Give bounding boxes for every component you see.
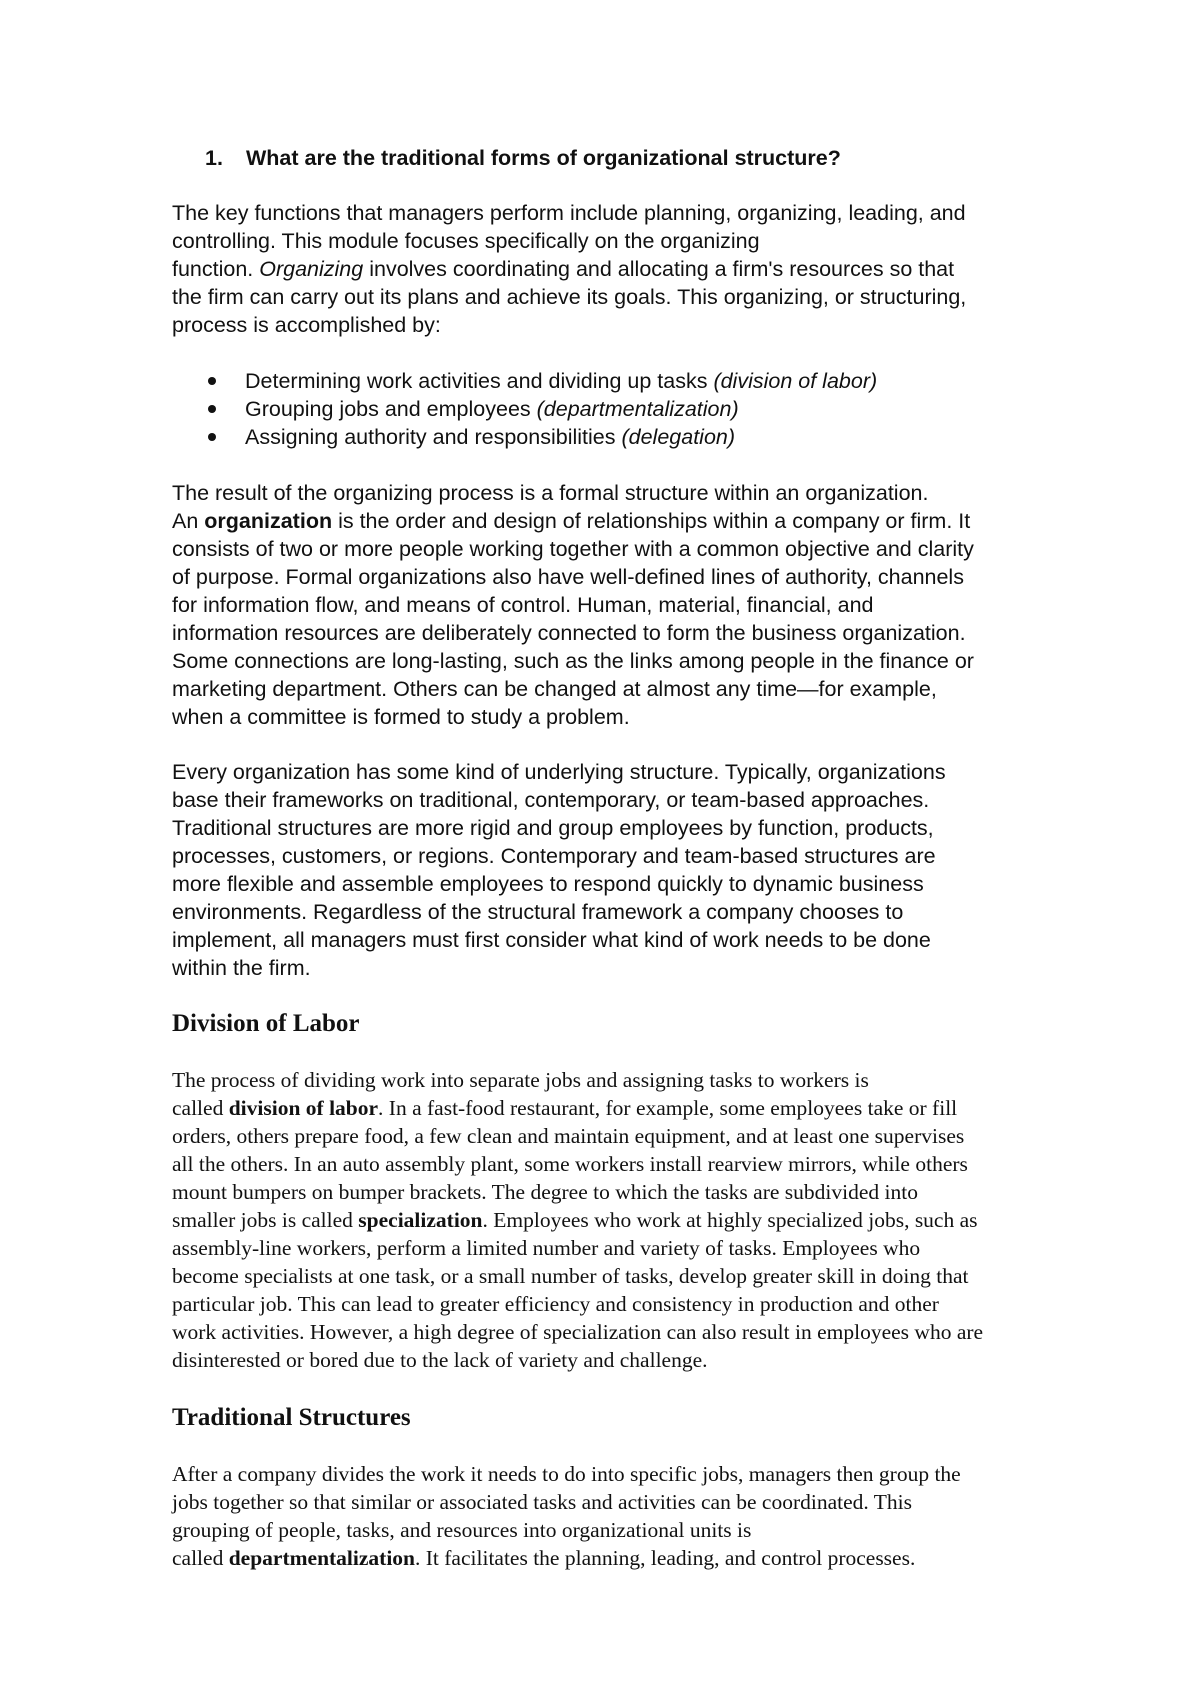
organizing-process-list [200, 367, 877, 451]
text-line: base their frameworks on traditional, contemporary, or team-based approaches. [172, 788, 930, 812]
text-line: information resources are deliberately connected to form the business organization. [172, 621, 966, 645]
text-line: mount bumpers on bumper brackets. The degree to which the tasks are subdivided into [172, 1180, 918, 1204]
text-line: within the firm. [172, 956, 311, 980]
division-of-labor-heading: Division of Labor [172, 1010, 360, 1037]
list-item [200, 367, 877, 395]
list-item-term: (delegation) [621, 425, 736, 449]
structure-paragraph [172, 758, 1102, 982]
text-line [172, 1094, 1102, 1122]
list-item-text: Assigning authority and responsibilities [245, 425, 622, 449]
text-run: called [172, 1096, 229, 1120]
text-line: process is accomplished by: [172, 313, 441, 337]
text-line: the firm can carry out its plans and achieve its goals. This organizing, or structuring, [172, 285, 967, 309]
text-line: The process of dividing work into separate jobs and assigning tasks to workers is [172, 1068, 869, 1092]
text-line: orders, others prepare food, a few clean and maintain equipment, and at least one supervises [172, 1124, 965, 1148]
text-line [172, 255, 1102, 283]
question-heading [205, 144, 841, 172]
text-run: . It facilitates the planning, leading, and control processes. [415, 1546, 916, 1570]
text-line: Every organization has some kind of underlying structure. Typically, organizations [172, 760, 946, 784]
text-line: Traditional structures are more rigid and group employees by function, products, [172, 816, 934, 840]
list-item [200, 395, 877, 423]
text-run: . Employees who work at highly specialized jobs, such as [482, 1208, 978, 1232]
intro-paragraph [172, 199, 1102, 339]
list-item [200, 423, 877, 451]
list-item-text: Determining work activities and dividing up tasks [245, 369, 714, 393]
bullet-icon [208, 377, 216, 385]
text-run: is the order and design of relationships within a company or firm. It [332, 509, 971, 533]
emphasis-organizing: Organizing [259, 257, 364, 281]
text-run: called [172, 1546, 229, 1570]
text-line: The key functions that managers perform include planning, organizing, leading, and [172, 201, 966, 225]
term-departmentalization: departmentalization [228, 1546, 416, 1570]
text-line: implement, all managers must first consider what kind of work needs to be done [172, 928, 931, 952]
bullet-icon [208, 405, 216, 413]
text-line: processes, customers, or regions. Contemporary and team-based structures are [172, 844, 936, 868]
term-organization: organization [204, 509, 333, 533]
text-run: . In a fast-food restaurant, for example, some employees take or fill [378, 1096, 958, 1120]
text-run: smaller jobs is called [172, 1208, 359, 1232]
text-line: for information flow, and means of control. Human, material, financial, and [172, 593, 874, 617]
result-paragraph [172, 479, 1102, 731]
list-item-term: (division of labor) [713, 369, 878, 393]
text-line: After a company divides the work it needs to do into specific jobs, managers then group the [172, 1462, 961, 1486]
term-division-of-labor: division of labor [228, 1096, 379, 1120]
text-line [172, 1206, 1102, 1234]
text-line [172, 507, 1102, 535]
list-item-text: Grouping jobs and employees [245, 397, 537, 421]
text-line: particular job. This can lead to greater efficiency and consistency in production and other [172, 1292, 939, 1316]
text-line: marketing department. Others can be changed at almost any time—for example, [172, 677, 937, 701]
text-line: assembly-line workers, perform a limited number and variety of tasks. Employees who [172, 1236, 921, 1260]
text-line: The result of the organizing process is a formal structure within an organization. [172, 481, 929, 505]
text-line: when a committee is formed to study a problem. [172, 705, 630, 729]
text-line: controlling. This module focuses specifically on the organizing [172, 229, 760, 253]
division-paragraph [172, 1066, 1102, 1374]
text-line: consists of two or more people working together with a common objective and clarity [172, 537, 974, 561]
question-number: 1. [205, 146, 223, 170]
term-specialization: specialization [358, 1208, 483, 1232]
bullet-icon [208, 433, 216, 441]
text-run: involves coordinating and allocating a firm's resources so that [363, 257, 955, 281]
text-line: more flexible and assemble employees to respond quickly to dynamic business [172, 872, 924, 896]
traditional-structures-heading: Traditional Structures [172, 1404, 411, 1431]
text-line: Some connections are long-lasting, such as the links among people in the finance or [172, 649, 974, 673]
text-line: of purpose. Formal organizations also have well-defined lines of authority, channels [172, 565, 964, 589]
text-run: function. [172, 257, 260, 281]
text-line: all the others. In an auto assembly plant, some workers install rearview mirrors, while others [172, 1152, 968, 1176]
text-line: environments. Regardless of the structural framework a company chooses to [172, 900, 904, 924]
text-line: disinterested or bored due to the lack of variety and challenge. [172, 1348, 708, 1372]
text-line [172, 1544, 1102, 1572]
question-title: What are the traditional forms of organizational structure? [246, 146, 841, 170]
traditional-paragraph [172, 1460, 1102, 1572]
text-line: jobs together so that similar or associated tasks and activities can be coordinated. This [172, 1490, 912, 1514]
text-run: An [172, 509, 205, 533]
text-line: become specialists at one task, or a small number of tasks, develop greater skill in doing that [172, 1264, 969, 1288]
list-item-term: (departmentalization) [536, 397, 739, 421]
text-line: work activities. However, a high degree of specialization can also result in employees who are [172, 1320, 984, 1344]
text-line: grouping of people, tasks, and resources into organizational units is [172, 1518, 752, 1542]
